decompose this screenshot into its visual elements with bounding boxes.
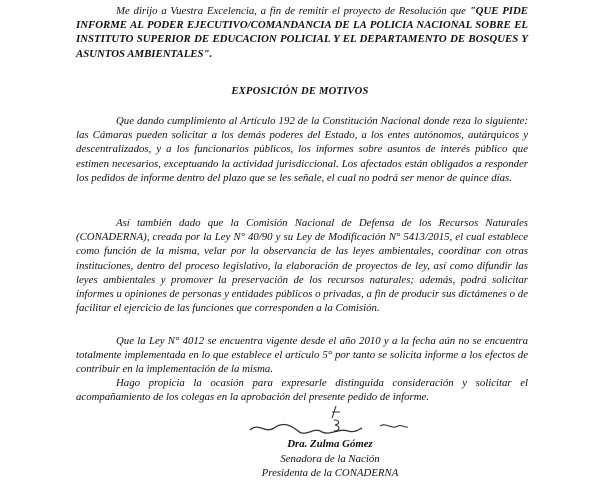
paragraph-text: Hago propicia la ocasión para expresarle distinguida consideración y solicitar el acompañamiento de los colegas en la aprobación del presente pedido de informe. [76, 377, 528, 404]
paragraph-text: Que la Ley N° 4012 se encuentra vigente desde el año 2010 y a la fecha aún no se encuentra totalmente implementada en lo que establece el artículo 5° por tanto se solicita informe a los efectos de contribuir en la implementación de la misma. [76, 335, 528, 376]
section-heading: EXPOSICIÓN DE MOTIVOS [231, 86, 369, 97]
paragraph-conaderna [76, 216, 528, 315]
signer-role: Presidenta de la CONADERNA [261, 467, 399, 479]
paragraph-article-192 [76, 114, 528, 185]
intro-text: Me dirijo a Vuestra Excelencia, a fin de remitir el proyecto de Resolución que [116, 5, 466, 17]
paragraph-text: Así también dado que la Comisión Nacional de Defensa de los Recursos Naturales (CONADERNA), creada por la Ley N° 40/90 y su Ley de Modificación N° 5413/2015, el cual establece como función de la misma, velar por la observancia de las leyes ambientales, coordinar con otras instituciones, dentro del proceso legislativo, la elaboración de proyectos de ley, así como difundir las leyes ambientales y promover la preservación de los recursos naturales; además, podrá solicitar informes u opiniones de personas y entidades públicos o privadas, a fin de producir sus dictámenes o de facilitar el ejercicio de las funciones que corresponden a la Comisión. [76, 217, 528, 315]
signer-name: Dra. Zulma Gómez [287, 438, 373, 450]
paragraph-ley-4012 [76, 334, 528, 377]
intro-paragraph [76, 4, 528, 61]
signer-title: Senadora de la Nación [280, 453, 380, 465]
signature-block [220, 400, 440, 500]
paragraph-text: Que dando cumplimiento al Artículo 192 de la Constitución Nacional donde reza lo siguiente: las Cámaras pueden solicitar a los demás poderes del Estado, a los entes autónomos, autárquicos y descentralizados, y a los funcionarios públicos, los informes sobre asuntos de interés público que estimen necesarios, exceptuando la actividad jurisdiccional. Los afectados están obligados a responder los pedidos de informe dentro del plazo que se les señale, el cual no podrá ser menor de quince días. [76, 115, 528, 184]
resolution-title: "QUE PIDE INFORME AL PODER EJECUTIVO/COMANDANCIA DE LA POLICIA NACIONAL SOBRE EL INSTITUTO SUPERIOR DE EDUCACION POLICIAL Y EL DEPARTAMENTO DE BOSQUES Y ASUNTOS AMBIENTALES". [76, 5, 528, 60]
